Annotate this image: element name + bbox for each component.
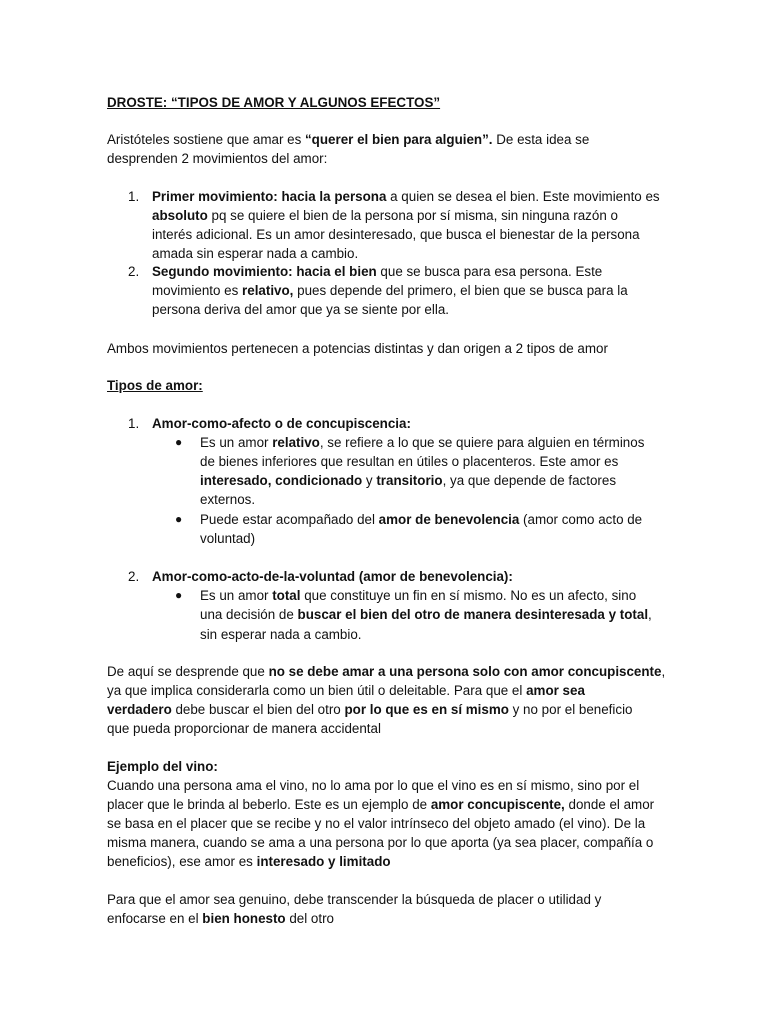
bold-text: amor sea bbox=[526, 683, 585, 698]
bold-text: interesado y limitado bbox=[256, 854, 391, 869]
bold-text: transitorio bbox=[376, 473, 443, 488]
list-number: 1. bbox=[128, 416, 140, 431]
intro-line: desprenden 2 movimientos del amor: bbox=[107, 151, 328, 166]
bold-text: interesado, condicionado bbox=[200, 473, 363, 488]
type-1-title: Amor-como-afecto o de concupiscencia: bbox=[152, 416, 411, 431]
wine-heading: Ejemplo del vino: bbox=[107, 759, 218, 774]
list-number: 2. bbox=[128, 264, 140, 279]
type-1-bullet-2-line: voluntad) bbox=[200, 531, 256, 546]
intro-line: Aristóteles sostiene que amar es “querer el bien para alguien”. De esta idea se bbox=[107, 132, 590, 147]
list-number: 1. bbox=[128, 189, 140, 204]
bold-text: “querer el bien para alguien”. bbox=[304, 132, 493, 147]
conclusion-line: verdadero debe buscar el bien del otro por lo que es en sí mismo y no por el beneficio bbox=[107, 702, 633, 717]
bold-text: amor concupiscente, bbox=[430, 797, 565, 812]
final-line: enfocarse en el bien honesto del otro bbox=[107, 911, 335, 926]
conclusion-line: que pueda proporcionar de manera accidental bbox=[107, 721, 381, 736]
wine-line: misma manera, cuando se ama a una persona por lo que aporta (ya sea placer, compañía o bbox=[107, 835, 654, 850]
movement-2-line: movimiento es relativo, pues depende del primero, el bien que se busca para la bbox=[152, 283, 628, 298]
movement-1-line: amada sin esperar nada a cambio. bbox=[152, 246, 359, 261]
type-2-bullet-1-line: sin esperar nada a cambio. bbox=[200, 627, 362, 642]
final-line: Para que el amor sea genuino, debe transcender la búsqueda de placer o utilidad y bbox=[107, 892, 602, 907]
types-heading: Tipos de amor: bbox=[107, 378, 203, 393]
movement-2-line: persona deriva del amor que ya se siente por ella. bbox=[152, 302, 450, 317]
type-1-bullet-1-line: de bienes inferiores que resultan en útiles o placenteros. Este amor es bbox=[200, 454, 619, 469]
bullet-icon: ● bbox=[175, 512, 183, 526]
bold-text: total bbox=[272, 588, 301, 603]
type-2-title: Amor-como-acto-de-la-voluntad (amor de benevolencia): bbox=[152, 569, 513, 584]
movement-1-line: Primer movimiento: hacia la persona a quien se desea el bien. Este movimiento es bbox=[152, 189, 660, 204]
bold-text: relativo bbox=[272, 435, 320, 450]
list-number: 2. bbox=[128, 569, 140, 584]
wine-line: se basa en el placer que se recibe y no el valor intrínseco del objeto amado (el vino). De la bbox=[107, 816, 646, 831]
wine-line: Cuando una persona ama el vino, no lo ama por lo que el vino es en sí mismo, sino por el bbox=[107, 778, 640, 793]
bullet-icon: ● bbox=[175, 588, 183, 602]
bold-text: no se debe amar a una persona solo con amor concupiscente bbox=[268, 664, 662, 679]
both-movements-text: Ambos movimientos pertenecen a potencias distintas y dan origen a 2 tipos de amor bbox=[107, 341, 608, 356]
bold-text: buscar el bien del otro de manera desinteresada y total bbox=[297, 607, 649, 622]
type-1-bullet-1-line: externos. bbox=[200, 492, 256, 507]
conclusion-line: De aquí se desprende que no se debe amar a una persona solo con amor concupiscente, bbox=[107, 664, 666, 679]
type-2-bullet-1-line: una decisión de buscar el bien del otro de manera desinteresada y total, bbox=[200, 607, 652, 622]
bold-text: Segundo movimiento: hacia el bien bbox=[152, 264, 377, 279]
movement-1-line: interés adicional. Es un amor desinteresado, que busca el bienestar de la persona bbox=[152, 227, 640, 242]
bold-text: verdadero bbox=[107, 702, 172, 717]
bold-text: relativo, bbox=[242, 283, 294, 298]
movement-1-line: absoluto pq se quiere el bien de la persona por sí misma, sin ninguna razón o bbox=[152, 208, 618, 223]
bold-text: bien honesto bbox=[202, 911, 286, 926]
wine-line: beneficios), ese amor es interesado y limitado bbox=[107, 854, 391, 869]
type-1-bullet-1-line: Es un amor relativo, se refiere a lo que se quiere para alguien en términos bbox=[200, 435, 645, 450]
type-2-bullet-1-line: Es un amor total que constituye un fin en sí mismo. No es un afecto, sino bbox=[200, 588, 637, 603]
type-1-bullet-1-line: interesado, condicionado y transitorio, ya que depende de factores bbox=[200, 473, 617, 488]
document-title: DROSTE: “TIPOS DE AMOR Y ALGUNOS EFECTOS” bbox=[107, 95, 441, 110]
bold-text: absoluto bbox=[152, 208, 208, 223]
bold-text: por lo que es en sí mismo bbox=[344, 702, 509, 717]
bullet-icon: ● bbox=[175, 435, 183, 449]
wine-line: placer que le brinda al beberlo. Este es un ejemplo de amor concupiscente, donde el amor bbox=[107, 797, 655, 812]
bold-text: Primer movimiento: hacia la persona bbox=[152, 189, 387, 204]
movement-2-line: Segundo movimiento: hacia el bien que se busca para esa persona. Este bbox=[152, 264, 603, 279]
bold-text: amor de benevolencia bbox=[378, 512, 520, 527]
type-1-bullet-2-line: Puede estar acompañado del amor de benevolencia (amor como acto de bbox=[200, 512, 643, 527]
conclusion-line: ya que implica considerarla como un bien útil o deleitable. Para que el amor sea bbox=[107, 683, 585, 698]
